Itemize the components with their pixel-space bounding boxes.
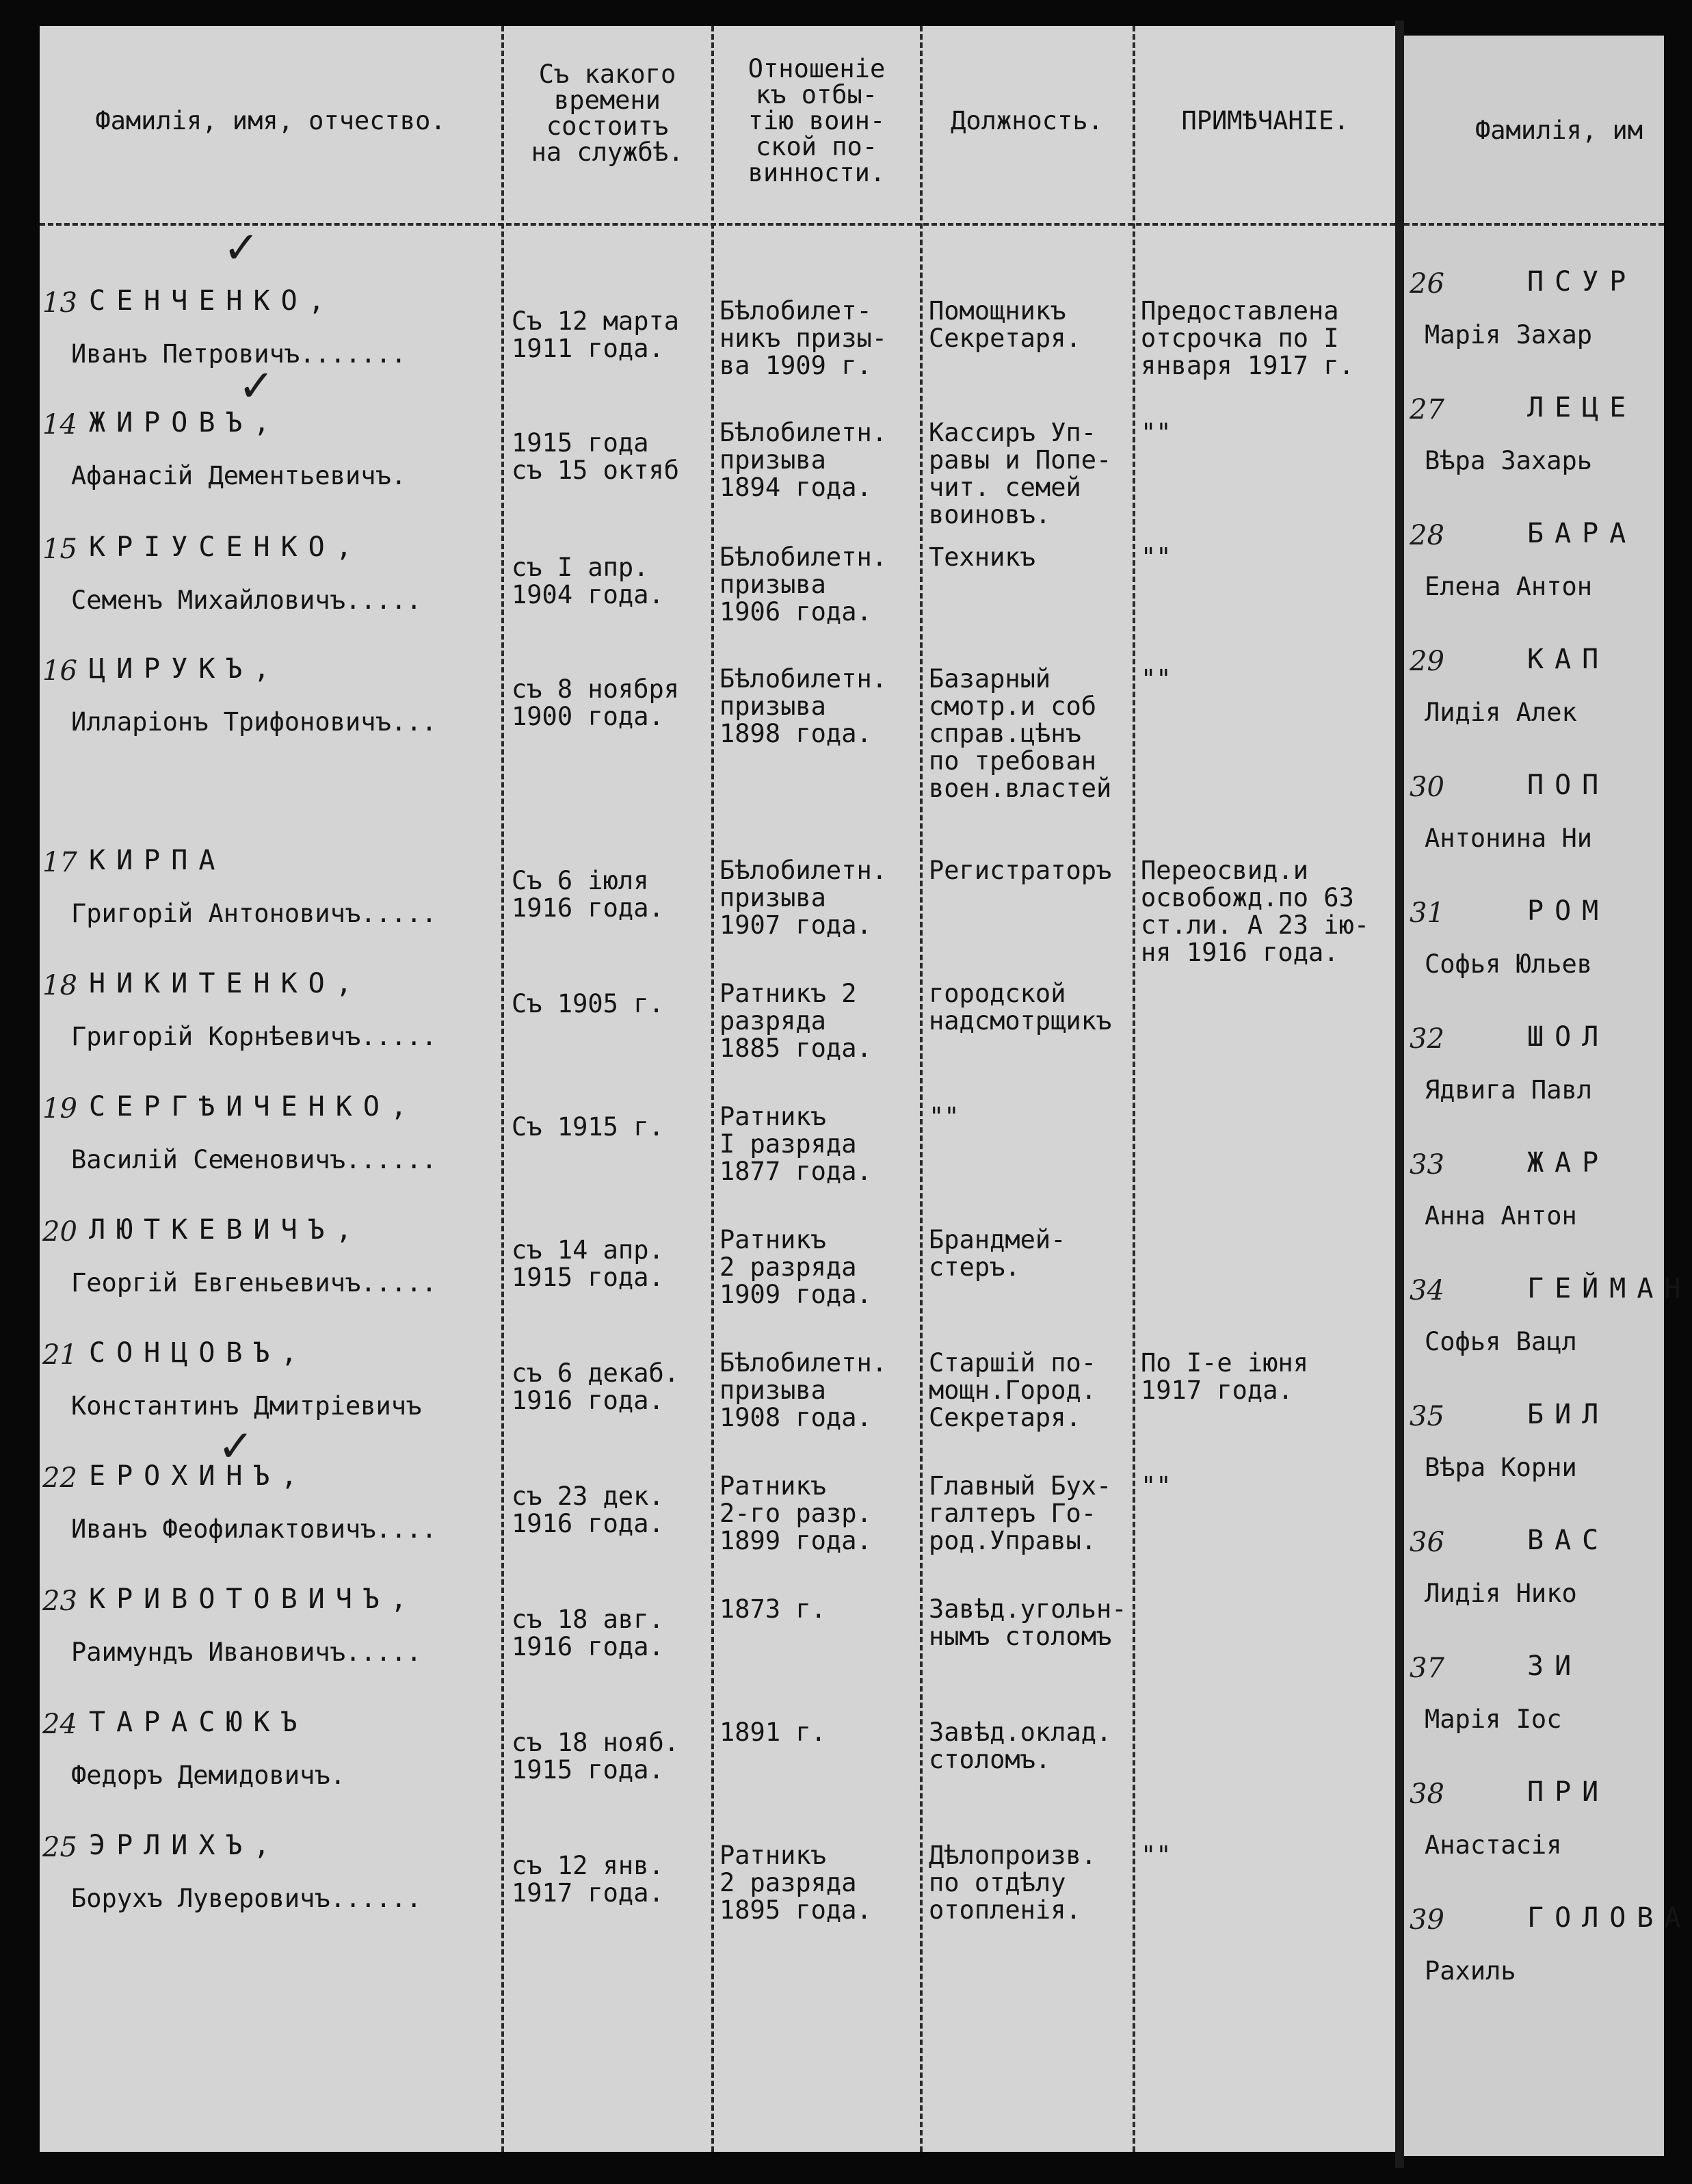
surname: ТАРАСЮКЪ	[89, 1707, 308, 1738]
surname: ЕРОХИНЪ,	[89, 1460, 308, 1492]
service-since: Съ 1915 г.	[512, 1112, 664, 1142]
row-number: 30	[1410, 772, 1444, 803]
given-names: Вѣра Захарь	[1425, 446, 1593, 475]
header-divider	[1404, 223, 1664, 226]
service-since: съ I апр. 1904 года.	[512, 553, 664, 609]
position: ""	[929, 1102, 960, 1131]
given-names: Софья Юльев	[1425, 949, 1593, 979]
surname: КРИВОТОВИЧЪ,	[89, 1583, 418, 1615]
given-names: Марія Іос	[1425, 1705, 1562, 1734]
military-status: Бѣлобилетн. призыва 1908 года.	[719, 1348, 888, 1432]
given-names: Георгій Евгеньевичъ.....	[71, 1268, 437, 1298]
surname: КРІУСЕНКО,	[89, 531, 363, 563]
row-number: 33	[1410, 1149, 1444, 1181]
surname: ЖАР	[1527, 1147, 1610, 1179]
next-page-fragment	[1404, 36, 1692, 2156]
given-names: Раимундъ Ивановичъ.....	[71, 1637, 422, 1667]
service-since: съ 12 янв. 1917 года.	[512, 1851, 664, 1908]
surname: ЗИ	[1527, 1650, 1583, 1682]
checkmark-icon: ✓	[223, 223, 260, 274]
column-divider	[1133, 26, 1135, 2152]
service-since: съ 18 авг. 1916 года.	[512, 1605, 664, 1661]
row-number: 15	[42, 534, 77, 565]
surname: ШОЛ	[1527, 1021, 1610, 1053]
row-number: 19	[42, 1093, 77, 1124]
header-name: Фамилія, имя, отчество.	[95, 106, 446, 135]
row-number: 35	[1410, 1401, 1444, 1432]
header-military: Отношеніе къ отбы- тію воин- ской по- винности.	[748, 54, 886, 187]
given-names: Лидія Нико	[1425, 1579, 1577, 1608]
row-number: 13	[42, 287, 77, 319]
service-since: съ 14 апр. 1915 года.	[512, 1235, 664, 1292]
given-names: Семенъ Михайловичъ.....	[71, 586, 422, 615]
position: Кассиръ Уп- равы и Попе- чит. семей воиновъ.	[929, 418, 1112, 529]
given-names: Лидія Алек	[1425, 698, 1577, 727]
surname: БАРА	[1527, 518, 1637, 549]
surname: ПСУР	[1527, 266, 1637, 298]
position: городской надсмотрщикъ	[929, 979, 1112, 1036]
surname: СЕНЧЕНКО,	[89, 285, 336, 317]
note: Переосвид.и освобожд.по 63 ст.ли. А 23 ію- ня 1916 года.	[1141, 856, 1370, 967]
position: Старшій по- мощн.Город. Секретаря.	[929, 1348, 1097, 1432]
military-status: Бѣлобилетн. призыва 1906 года.	[719, 542, 888, 627]
surname: БИЛ	[1527, 1399, 1610, 1430]
surname: ГЕЙМАН	[1527, 1273, 1692, 1304]
row-number: 36	[1410, 1527, 1444, 1558]
military-status: Бѣлобилетн. призыва 1907 года.	[719, 856, 888, 940]
surname: ЛЕЦЕ	[1527, 392, 1637, 423]
note: Предоставлена отсрочка по I января 1917 г.	[1141, 296, 1354, 380]
given-names: Елена Антон	[1425, 572, 1593, 601]
military-status: 1873 г.	[719, 1594, 826, 1624]
surname: ЛЮТКЕВИЧЪ,	[89, 1214, 363, 1246]
position: Базарный смотр.и соб справ.цѣнъ по требован воен.властей	[929, 664, 1112, 803]
given-names: Антонина Ни	[1425, 824, 1593, 853]
row-number: 34	[1410, 1275, 1444, 1306]
given-names: Рахиль	[1425, 1956, 1516, 1986]
column-divider	[501, 26, 504, 2152]
position: Завѣд.оклад. столомъ.	[929, 1718, 1112, 1774]
position: Дѣлопроизв. по отдѣлу отопленія.	[929, 1841, 1097, 1925]
given-names: Иванъ Феофилактовичъ....	[71, 1514, 437, 1544]
military-status: Ратникъ 2-го разр. 1899 года.	[719, 1471, 872, 1555]
row-number: 29	[1410, 646, 1444, 677]
surname: ПОП	[1527, 769, 1610, 801]
military-status: Ратникъ 2 разряда 1885 года.	[719, 979, 872, 1063]
row-number: 17	[42, 847, 77, 878]
position: Главный Бух- галтеръ Го- род.Управы.	[929, 1471, 1112, 1555]
given-names: Марія Захар	[1425, 320, 1593, 350]
service-since: 1915 года съ 15 октяб	[512, 428, 680, 485]
service-since: съ 18 нояб. 1915 года.	[512, 1728, 680, 1785]
position: Брандмей- стеръ.	[929, 1225, 1066, 1282]
military-status: Бѣлобилет- никъ призы- ва 1909 г.	[719, 296, 888, 380]
surname: ГОЛОВА	[1527, 1902, 1692, 1934]
military-status: Ратникъ I разряда 1877 года.	[719, 1102, 872, 1186]
column-divider	[920, 26, 923, 2152]
service-since: Съ 12 марта 1911 года.	[512, 306, 680, 363]
surname: ЦИРУКЪ,	[89, 653, 281, 685]
given-names: Григорій Корнѣевичъ.....	[71, 1022, 437, 1051]
position: Помощникъ Секретаря.	[929, 296, 1081, 353]
given-names: Борухъ Луверовичъ......	[71, 1884, 422, 1913]
given-names: Василій Семеновичъ......	[71, 1145, 437, 1174]
given-names: Афанасій Дементьевичъ.	[71, 461, 407, 490]
row-number: 39	[1410, 1904, 1444, 1936]
given-names: Анастасія	[1425, 1830, 1562, 1860]
row-number: 32	[1410, 1023, 1444, 1055]
binding-edge	[1395, 21, 1404, 2168]
service-since: съ 6 декаб. 1916 года.	[512, 1358, 680, 1415]
military-status: Бѣлобилетн. призыва 1894 года.	[719, 418, 888, 502]
surname: ЖИРОВЪ,	[89, 407, 281, 438]
row-number: 22	[42, 1462, 77, 1494]
given-names: Илларіонъ Трифоновичъ...	[71, 707, 437, 737]
surname: ВАС	[1527, 1525, 1610, 1556]
military-status: Ратникъ 2 разряда 1895 года.	[719, 1841, 872, 1925]
note: ""	[1141, 418, 1172, 447]
given-names: Софья Вацл	[1425, 1327, 1577, 1356]
surname: ПРИ	[1527, 1776, 1610, 1808]
given-names: Константинъ Дмитріевичъ	[71, 1391, 422, 1421]
row-number: 27	[1410, 394, 1444, 425]
row-number: 25	[42, 1832, 77, 1863]
header-name-right: Фамилія, им	[1475, 116, 1643, 145]
header-since: Съ какого времени состоитъ на службѣ.	[531, 60, 684, 167]
given-names: Григорій Антоновичъ.....	[71, 899, 437, 928]
service-since: Съ 1905 г.	[512, 989, 664, 1018]
row-number: 38	[1410, 1778, 1444, 1810]
row-number: 16	[42, 655, 77, 687]
note: ""	[1141, 664, 1172, 694]
given-names: Федоръ Демидовичъ.	[71, 1761, 345, 1790]
row-number: 31	[1410, 897, 1444, 929]
row-number: 37	[1410, 1653, 1444, 1684]
checkmark-icon: ✓	[238, 361, 275, 412]
row-number: 23	[42, 1586, 77, 1617]
row-number: 21	[42, 1339, 77, 1371]
given-names: Иванъ Петровичъ.......	[71, 339, 407, 369]
surname: РОМ	[1527, 895, 1610, 927]
surname: СЕРГѢИЧЕНКО,	[89, 1091, 418, 1122]
surname: НИКИТЕНКО,	[89, 968, 363, 999]
row-number: 26	[1410, 268, 1444, 300]
military-status: 1891 г.	[719, 1718, 826, 1747]
surname: КИРПА	[89, 845, 226, 876]
surname: ЭРЛИХЪ,	[89, 1830, 281, 1861]
note: По I-е іюня 1917 года.	[1141, 1348, 1309, 1405]
position: Регистраторъ	[929, 856, 1112, 885]
note: ""	[1141, 542, 1172, 572]
given-names: Ядвига Павл	[1425, 1075, 1593, 1105]
checkmark-icon: ✓	[217, 1421, 254, 1472]
service-since: Съ 6 іюля 1916 года.	[512, 866, 664, 923]
header-position: Должность.	[951, 106, 1103, 135]
row-number: 20	[42, 1216, 77, 1248]
ledger-page	[40, 26, 1395, 2152]
note: ""	[1141, 1841, 1172, 1870]
service-since: съ 23 дек. 1916 года.	[512, 1482, 664, 1538]
given-names: Анна Антон	[1425, 1201, 1577, 1231]
row-number: 28	[1410, 520, 1444, 551]
military-status: Бѣлобилетн. призыва 1898 года.	[719, 664, 888, 748]
position: Техникъ	[929, 542, 1035, 572]
row-number: 14	[42, 409, 77, 440]
surname: СОНЦОВЪ,	[89, 1337, 308, 1369]
column-divider	[711, 26, 714, 2152]
service-since: съ 8 ноября 1900 года.	[512, 674, 680, 731]
military-status: Ратникъ 2 разряда 1909 года.	[719, 1225, 872, 1309]
header-note: ПРИМѢЧАНІЕ.	[1181, 106, 1349, 135]
row-number: 24	[42, 1709, 77, 1740]
surname: КАП	[1527, 644, 1610, 675]
position: Завѣд.угольн- нымъ столомъ	[929, 1594, 1127, 1651]
row-number: 18	[42, 970, 77, 1001]
note: ""	[1141, 1471, 1172, 1501]
given-names: Вѣра Корни	[1425, 1453, 1577, 1482]
